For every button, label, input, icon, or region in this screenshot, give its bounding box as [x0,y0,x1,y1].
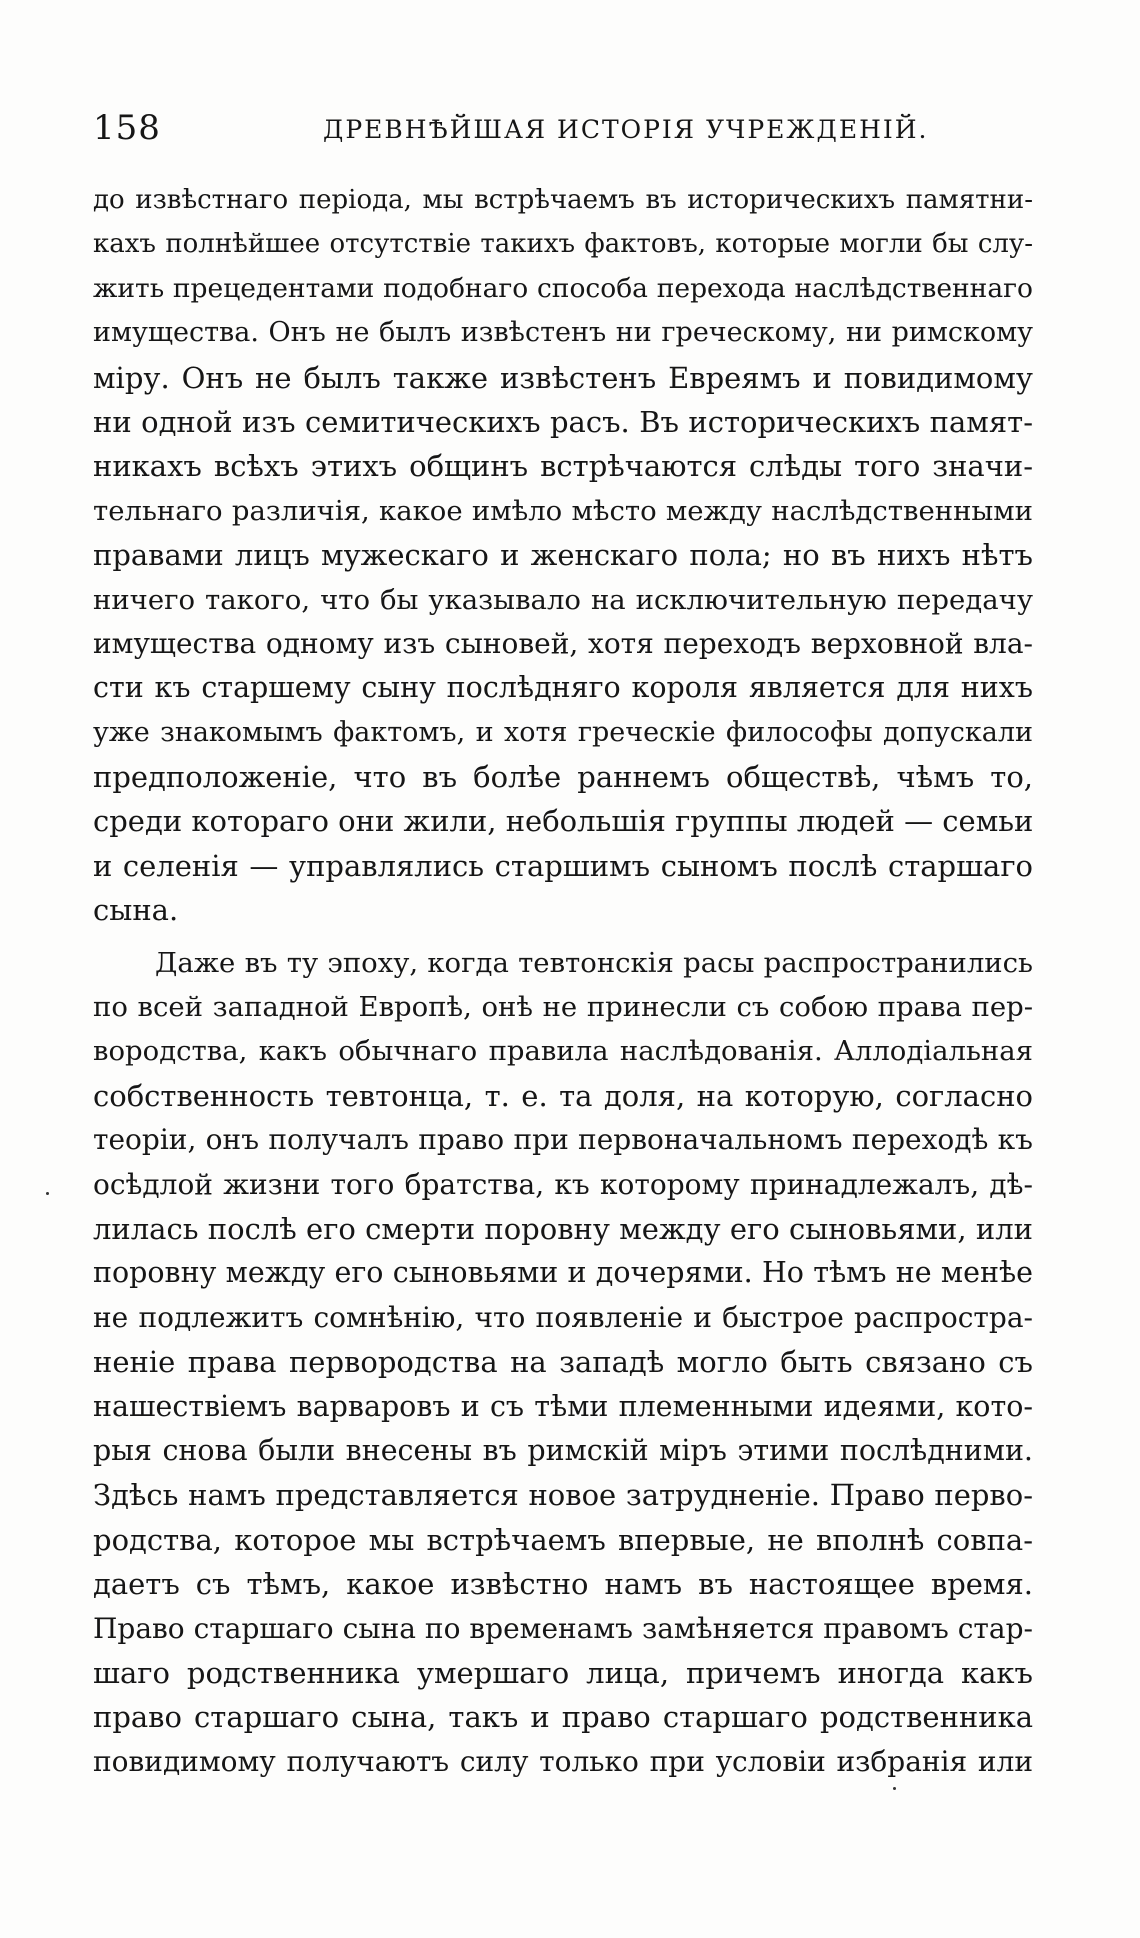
paragraph-2 [93,941,1033,1784]
text-line: повидимому получаютъ силу только при условіи избранія или [93,1744,1033,1778]
scan-speck [893,1787,896,1790]
text-line: кахъ полнѣйшее отсутствіе такихъ фактовъ, которые могли бы слу- [93,229,1033,260]
page-header [93,108,1033,148]
text-line: предположеніе, что въ болѣе раннемъ обществѣ, чѣмъ то, [93,760,1033,795]
body-text [93,178,1033,1784]
text-line: родства, которое мы встрѣчаемъ впервые, не вполнѣ совпа- [93,1522,1033,1557]
text-line: среди котораго они жили, небольшія группы людей — семьи [93,804,1034,839]
text-line: уже знакомымъ фактомъ, и хотя греческіе философы допускали [93,716,1033,748]
text-line: Даже въ ту эпоху, когда тевтонскія расы распространились [155,946,1033,979]
text-line: правами лицъ мужескаго и женскаго пола; но въ нихъ нѣтъ [93,538,1033,573]
text-line: ни одной изъ семитическихъ расъ. Въ историческихъ памят- [93,404,1033,439]
text-line: и селенія — управлялись старшимъ сыномъ послѣ старшаго [93,848,1033,883]
text-line: по всей западной Европѣ, онѣ не принесли съ собою права пер- [93,991,1033,1024]
text-line: до извѣстнаго періода, мы встрѣчаемъ въ историческихъ памятни- [93,185,1033,215]
scan-speck [46,1192,49,1195]
text-line: рыя снова были внесены въ римскій міръ этими послѣдними. [93,1433,1033,1467]
text-line: не подлежитъ сомнѣнію, что появленіе и быстрое распростра- [93,1300,1033,1334]
running-title: ДРЕВНѢЙШАЯ ИСТОРІЯ УЧРЕЖДЕНІЙ. [323,115,929,144]
text-line: тельнаго различія, какое имѣло мѣсто между наслѣдственными [93,494,1033,527]
text-line: міру. Онъ не былъ также извѣстенъ Евреямъ и повидимому [93,360,1033,395]
text-line: теоріи, онъ получалъ право при первоначальномъ переходѣ къ [93,1123,1033,1157]
text-line: осѣдлой жизни того братства, къ которому принадлежалъ, дѣ- [93,1167,1033,1201]
text-line: даетъ съ тѣмъ, какое извѣстно намъ въ настоящее время. [93,1567,1033,1602]
text-line: лилась послѣ его смерти поровну между его сыновьями, или [93,1211,1033,1246]
text-line: Право старшаго сына по временамъ замѣняется правомъ стар- [93,1611,1033,1645]
text-line: поровну между его сыновьями и дочерями. Но тѣмъ не менѣе [93,1256,1033,1290]
text-line: имущества. Онъ не былъ извѣстенъ ни греческому, ни римскому [93,317,1033,349]
text-line: Здѣсь намъ представляется новое затрудненіе. Право перво- [93,1478,1033,1513]
text-line: право старшаго сына, такъ и право старшаго родственника [93,1700,1033,1735]
text-line: вородства, какъ обычнаго правила наслѣдованія. Аллодіальная [93,1035,1033,1068]
text-line: нашествіемъ варваровъ и съ тѣми племенными идеями, кото- [93,1389,1033,1423]
text-line: неніе права первородства на западѣ могло быть связано съ [93,1345,1033,1380]
text-line: шаго родственника умершаго лица, причемъ иногда какъ [93,1655,1033,1690]
paragraph-1 [93,178,1033,933]
paragraph-gap [93,933,1033,941]
text-line: жить прецедентами подобнаго способа перехода наслѣдственнаго [93,272,1033,304]
page-number: 158 [93,108,161,148]
text-line: ничего такого, что бы указывало на исключительную передачу [93,583,1033,616]
text-line: имущества одному изъ сыновей, хотя переходъ верховной вла- [93,626,1033,660]
text-line: сына. [93,893,179,928]
text-line: собственность тевтонца, т. е. та доля, на которую, согласно [93,1078,1033,1113]
text-line: никахъ всѣхъ этихъ общинъ встрѣчаются слѣды того значи- [93,449,1033,484]
text-line: сти къ старшему сыну послѣдняго короля является для нихъ [93,671,1033,705]
